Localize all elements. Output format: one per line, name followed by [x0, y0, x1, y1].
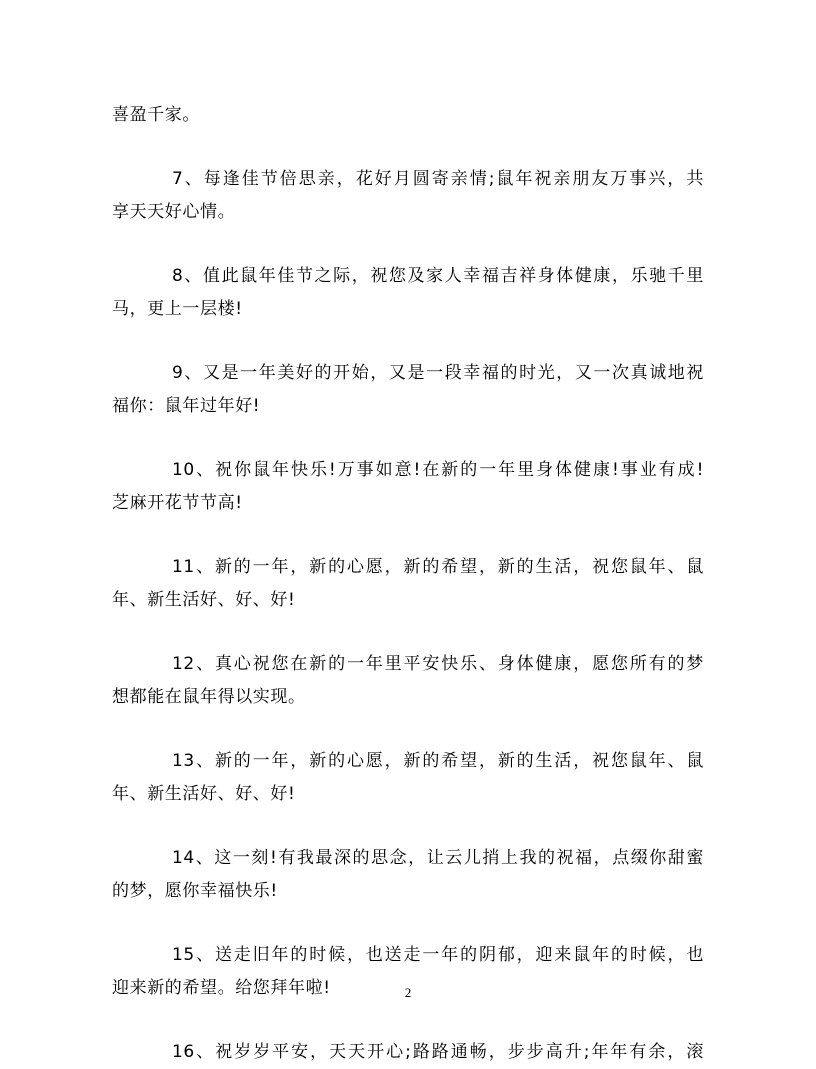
- paragraph-line: 15、送走旧年的时候，也送走一年的阴郁，迎来鼠年的时候，也: [172, 945, 704, 965]
- paragraph-line: 9、又是一年美好的开始，又是一段幸福的时光，又一次真诚地祝: [172, 363, 704, 383]
- paragraph-line: 的梦，愿你幸福快乐!: [112, 881, 278, 901]
- paragraph-line: 福你：鼠年过年好!: [112, 396, 261, 416]
- paragraph-line: 芝麻开花节节高!: [112, 493, 243, 513]
- paragraph-line: 14、这一刻!有我最深的思念，让云儿捎上我的祝福，点缀你甜蜜: [172, 848, 704, 868]
- paragraph-line: 11、新的一年，新的心愿，新的希望，新的生活，祝您鼠年、鼠: [172, 557, 704, 577]
- paragraph-line: 年、新生活好、好、好!: [112, 784, 296, 804]
- paragraph-line: 年、新生活好、好、好!: [112, 590, 296, 610]
- paragraph-line: 马，更上一层楼!: [112, 299, 243, 319]
- paragraph-line: 10、祝你鼠年快乐!万事如意!在新的一年里身体健康!事业有成!: [172, 460, 704, 480]
- paragraph-line: 迎来新的希望。给您拜年啦!: [112, 978, 331, 998]
- paragraph-line: 7、每逢佳节倍思亲，花好月圆寄亲情;鼠年祝亲朋友万事兴，共: [172, 169, 704, 189]
- page-number: 2: [404, 985, 412, 1000]
- paragraph-line: 8、值此鼠年佳节之际，祝您及家人幸福吉祥身体健康，乐驰千里: [172, 266, 704, 286]
- paragraph-line: 13、新的一年，新的心愿，新的希望，新的生活，祝您鼠年、鼠: [172, 751, 704, 771]
- document-body: [112, 99, 704, 1069]
- paragraph-line: 12、真心祝您在新的一年里平安快乐、身体健康，愿您所有的梦: [172, 654, 704, 674]
- paragraph-line: 16、祝岁岁平安，天天开心;路路通畅，步步高升;年年有余，滚: [172, 1042, 704, 1062]
- paragraph-line: 想都能在鼠年得以实现。: [112, 687, 306, 707]
- paragraph-line: 享天天好心情。: [112, 202, 236, 222]
- paragraph-line: 喜盈千家。: [112, 105, 200, 125]
